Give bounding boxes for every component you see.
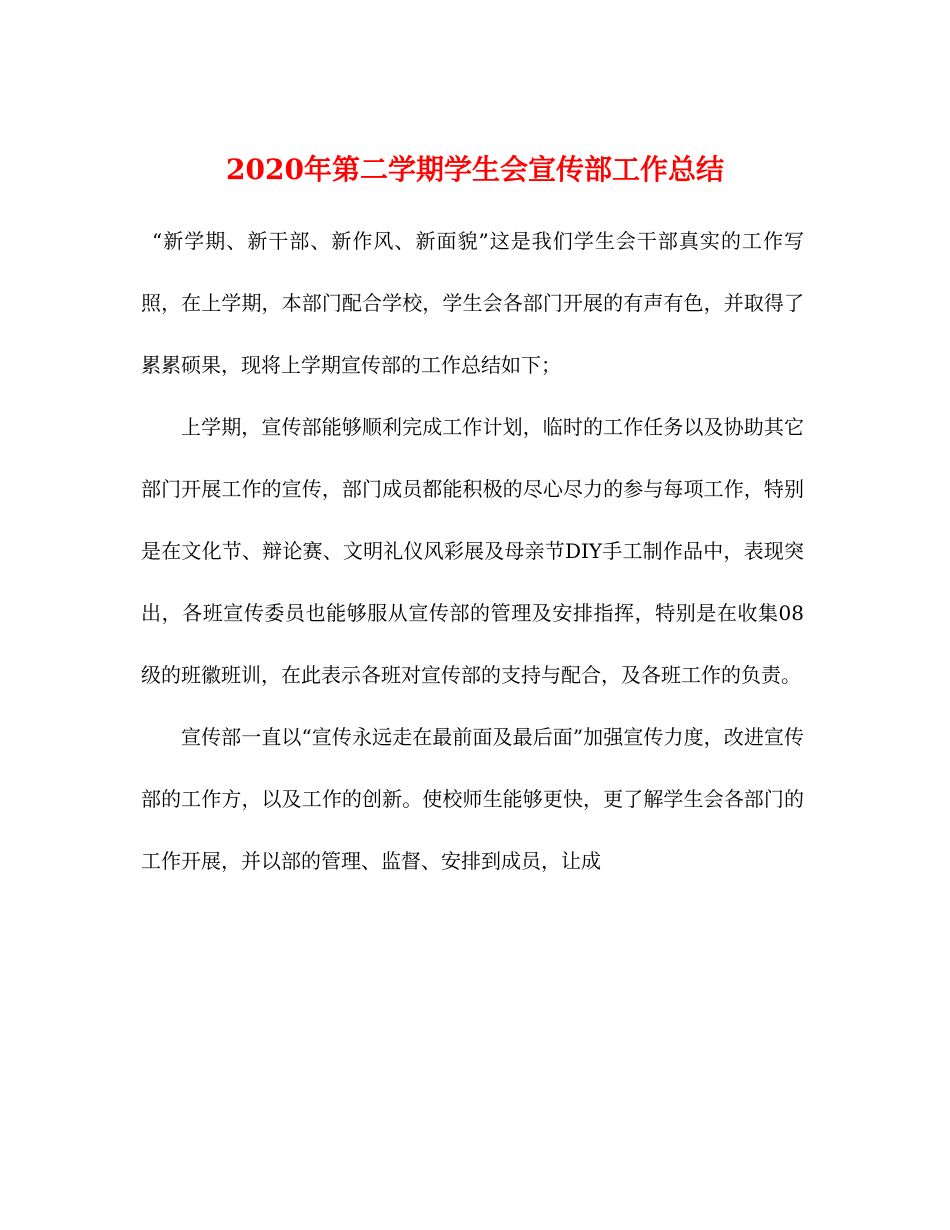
paragraph-intro: “新学期、新干部、新作风、新面貌”这是我们学生会干部真实的工作写照，在上学期，本部门配合学校，学生会各部门开展的有声有色，并取得了累累硕果，现将上学期宣传部的工作总结如下； bbox=[141, 229, 804, 377]
document-body bbox=[141, 210, 804, 892]
paragraph-publicity-approach: 宣传部一直以“宣传永远走在最前面及最后面”加强宣传力度，改进宣传部的工作方，以及工作的创新。使校师生能够更快，更了解学生会各部门的工作开展，并以部的管理、监督、安排到成员，让成 bbox=[141, 725, 804, 873]
paragraph-work-review: 上学期，宣传部能够顺利完成工作计划，临时的工作任务以及协助其它部门开展工作的宣传，部门成员都能积极的尽心尽力的参与每项工作，特别是在文化节、辩论赛、文明礼仪风彩展及母亲节DIY手工制作品中，表现突出，各班宣传委员也能够服从宣传部的管理及安排指挥，特别是在收集08级的班徽班训，在此表示各班对宣传部的支持与配合，及各班工作的负责。 bbox=[141, 415, 804, 687]
document-title: 2020年第二学期学生会宣传部工作总结 bbox=[226, 152, 724, 186]
